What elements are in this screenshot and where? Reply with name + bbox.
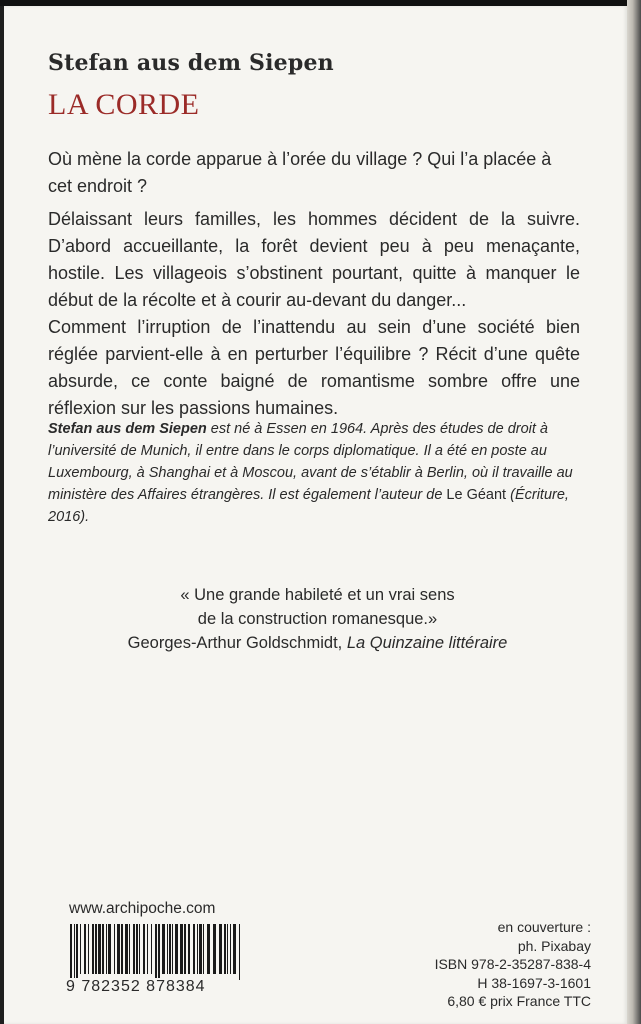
barcode-bar bbox=[224, 924, 226, 974]
barcode-bar bbox=[167, 924, 168, 974]
publisher-website: www.archipoche.com bbox=[69, 900, 216, 917]
bio-author-name: Stefan aus dem Siepen bbox=[48, 421, 207, 437]
barcode-bar bbox=[239, 924, 240, 980]
cover-label: en couverture : bbox=[497, 919, 591, 935]
barcode-bar bbox=[108, 924, 111, 974]
barcode-bar bbox=[129, 924, 130, 974]
barcode-bar bbox=[84, 924, 86, 974]
barcode-digits-text: 9 782352 878384 bbox=[66, 978, 206, 995]
press-quote bbox=[40, 583, 595, 655]
book-title: LA CORDE bbox=[48, 88, 200, 121]
barcode-bar bbox=[133, 924, 135, 974]
photo-credit: ph. Pixabay bbox=[517, 937, 591, 954]
quote-source: La Quinzaine littéraire bbox=[346, 634, 508, 652]
quote-line-2: de la construction romanesque.» bbox=[197, 610, 438, 628]
barcode-bar bbox=[155, 924, 157, 980]
quote-attribution bbox=[40, 631, 595, 655]
blurb-paragraph-2: Délaissant leurs familles, les hommes décident de la suivre. D’abord accueillante, la forêt devient peu à peu menaçante, hostile. Les villageois s’obstinent pourtant, quitte à manquer le début de la récolte et à courir au-devant du danger... bbox=[48, 209, 580, 310]
quote-author: Georges-Arthur Goldschmidt, bbox=[127, 634, 347, 652]
barcode-bar bbox=[193, 924, 195, 974]
author-name: Stefan aus dem Siepen bbox=[48, 50, 334, 76]
barcode-bar bbox=[188, 924, 190, 974]
barcode-bar bbox=[74, 924, 75, 980]
barcode-bar bbox=[158, 924, 160, 980]
barcode-bar bbox=[169, 924, 171, 974]
bio-book-title: Le Géant bbox=[446, 487, 507, 503]
barcode-bar bbox=[213, 924, 216, 974]
barcode-bar bbox=[162, 924, 165, 974]
publication-info bbox=[331, 918, 591, 1011]
barcode-bar bbox=[219, 924, 222, 974]
barcode-bar bbox=[172, 924, 173, 974]
barcode-bar bbox=[143, 924, 145, 974]
h-code: H 38-1697-3-1601 bbox=[477, 974, 591, 991]
barcode-bar bbox=[184, 924, 186, 974]
quote-line-1: « Une grande habileté et un vrai sens bbox=[180, 586, 455, 604]
barcode-bar bbox=[121, 924, 123, 974]
barcode-bar bbox=[114, 924, 115, 974]
barcode-bar bbox=[88, 924, 89, 974]
barcode-bar bbox=[199, 924, 202, 974]
barcode-bar bbox=[233, 924, 236, 974]
barcode-bar bbox=[227, 924, 228, 974]
barcode-bar bbox=[92, 924, 94, 974]
blurb-paragraph-3: Comment l’irruption de l’inattendu au sein d’une société bien réglée parvient-elle à en perturber l’équilibre ? Récit d’une quête absurde, ce conte baigné de romantisme sombre offre une réflexion sur les passions humaines. bbox=[48, 317, 580, 418]
barcode-bar bbox=[207, 924, 210, 974]
barcode-bar bbox=[197, 924, 198, 974]
barcode-bar bbox=[203, 924, 204, 974]
barcode-bar bbox=[175, 924, 178, 974]
barcode-bar bbox=[180, 924, 183, 974]
barcode-bar bbox=[230, 924, 231, 974]
barcode-bar bbox=[106, 924, 107, 974]
barcode-bar bbox=[80, 924, 81, 974]
barcode-bar bbox=[125, 924, 128, 974]
blurb-paragraph-1: Où mène la corde apparue à l’orée du village ? Qui l’a placée à cet endroit ? bbox=[48, 149, 552, 196]
barcode-bar bbox=[70, 924, 72, 980]
price: 6,80 € prix France TTC bbox=[447, 993, 591, 1009]
barcode-bar bbox=[147, 924, 148, 974]
book-spine-edge bbox=[627, 0, 641, 1024]
barcode-bar bbox=[76, 924, 78, 980]
barcode-bar bbox=[95, 924, 97, 974]
barcode-bar bbox=[139, 924, 140, 974]
bio-book-note: (Écriture, 2016). bbox=[48, 487, 569, 525]
barcode-bar bbox=[151, 924, 152, 974]
barcode-bars bbox=[66, 924, 246, 980]
barcode-bar bbox=[136, 924, 138, 974]
barcode-digits bbox=[66, 978, 246, 996]
author-bio bbox=[48, 418, 580, 528]
isbn: ISBN 978-2-35287-838-4 bbox=[434, 956, 591, 972]
barcode-bar bbox=[98, 924, 101, 974]
barcode-bar bbox=[117, 924, 120, 974]
bio-text: est né à Essen en 1964. Après des études de droit à l’université de Munich, il entre dans le corps diplomatique. Il a été en poste au Luxembourg, à Shanghai et à Moscou, avant de s’établir à Berlin, où il travaille au ministère des Affaires étrangères. Il est également l’auteur de bbox=[48, 421, 573, 503]
barcode-bar bbox=[102, 924, 104, 974]
